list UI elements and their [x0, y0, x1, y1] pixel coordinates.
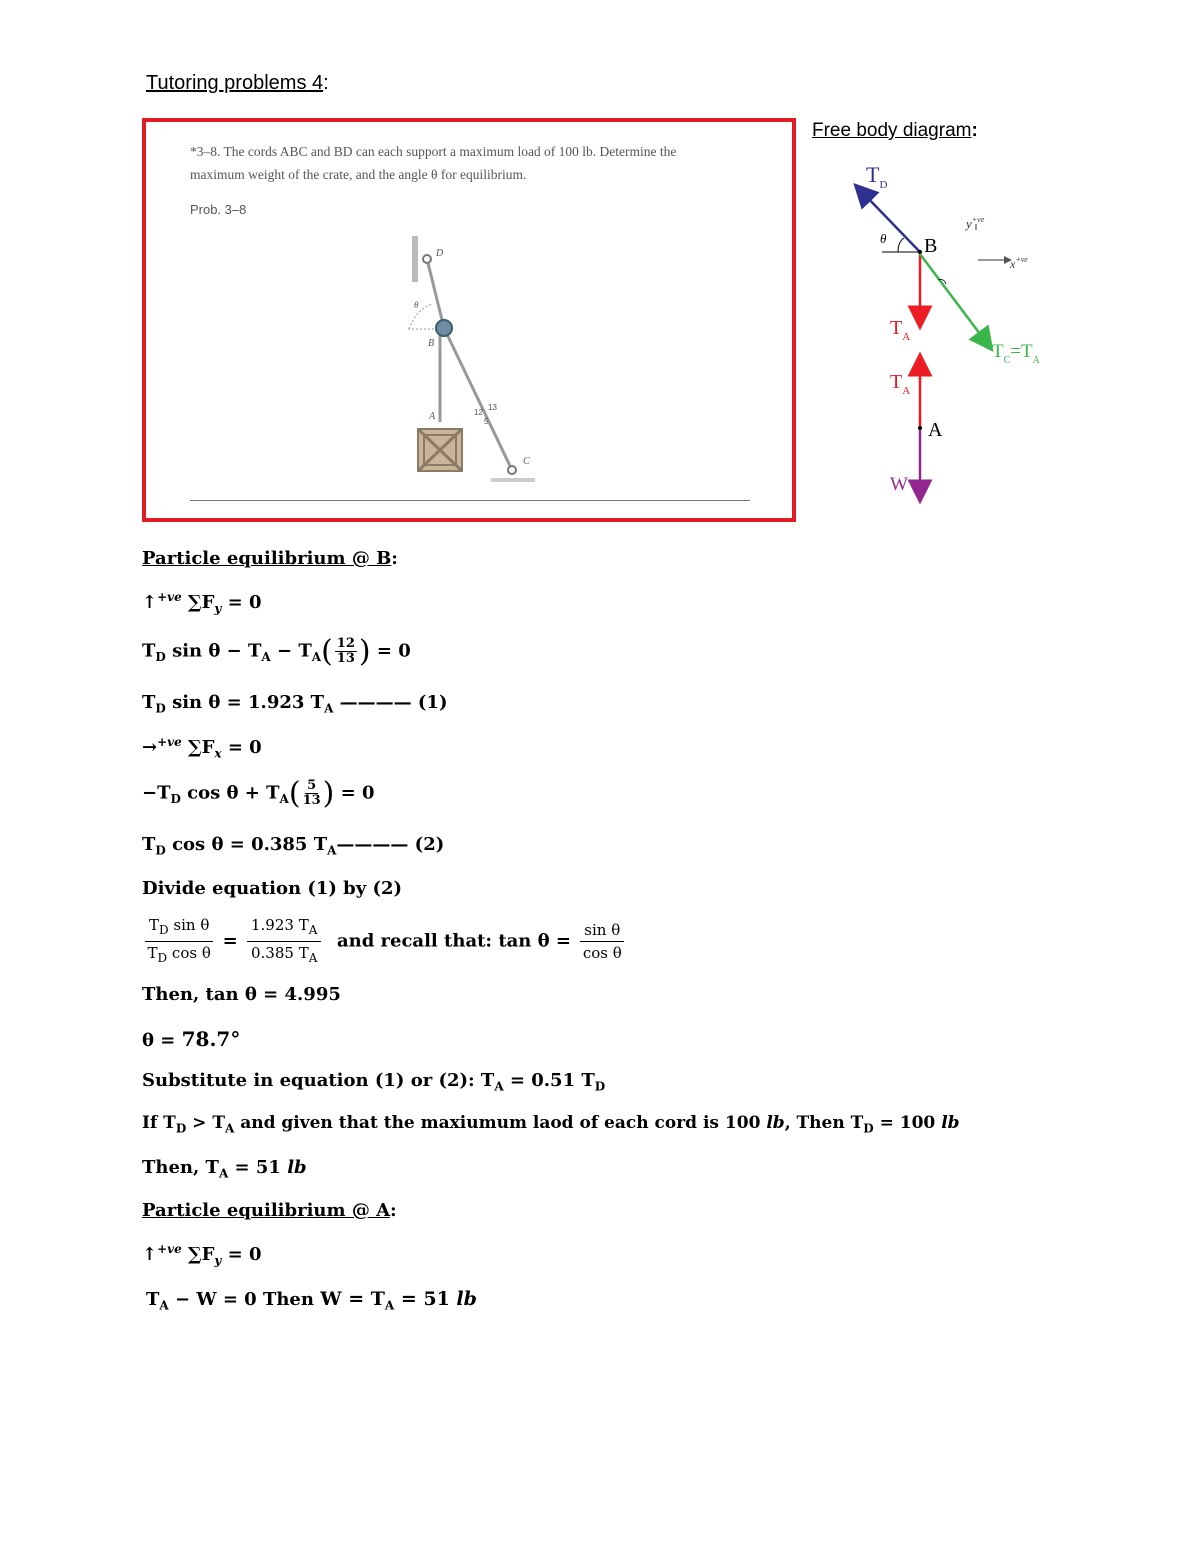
- sum-fx-b: →$^{+ve}$ $\sum F_x = 0$: [142, 735, 262, 761]
- label-a: A: [429, 411, 436, 422]
- page-title-colon: :: [323, 72, 329, 94]
- if-condition-line: If $T_D > T_A$ and given that the maxiumum laod of each cord is 100 lb, Then $T_D = 100$ lb: [142, 1113, 960, 1136]
- fbd-theta-label: θ: [880, 231, 887, 246]
- crate: [418, 429, 462, 471]
- label-theta: θ: [414, 300, 419, 310]
- theta-result: θ = 78.7°: [142, 1027, 241, 1051]
- problem-figure: [396, 232, 556, 492]
- equation-y-b: $T_D$ $\sin \theta - T_A - T_A$( $\frac{12}{13}$ ) = 0: [142, 634, 411, 669]
- sum-fy-a: ↑$^{+ve}$ $\sum F_y = 0$: [142, 1242, 262, 1268]
- fbd-title-text: Free body diagram: [812, 120, 972, 141]
- ta-up-label: $T_A$: [890, 371, 911, 397]
- ground: [491, 478, 535, 482]
- problem-divider: [190, 500, 750, 501]
- divide-instruction: Divide equation (1) by (2): [142, 878, 403, 899]
- section-b-heading: [142, 548, 398, 569]
- pin-c: [508, 466, 516, 474]
- ring-b: [436, 320, 452, 336]
- x-axis-label: $x^{+ve}$: [1010, 255, 1028, 271]
- ta-down-label: $T_A$: [890, 317, 911, 343]
- label-d: D: [436, 248, 444, 259]
- problem-reference: Prob. 3–8: [190, 202, 247, 217]
- problem-statement-line-1: *3–8. The cords ABC and BD can each support a maximum load of 100 lb. Determine the: [190, 144, 677, 159]
- label-c: C: [523, 456, 530, 467]
- label-13: 13: [488, 403, 497, 412]
- fbd-title: [812, 120, 978, 142]
- final-equation: $T_A - W = 0$ Then $W = T_A = 51$ lb: [146, 1288, 477, 1313]
- point-a: [918, 426, 922, 430]
- tan-result: Then, tan θ = 4.995: [142, 984, 341, 1005]
- page-title-text: Tutoring problems 4: [146, 72, 324, 94]
- label-5: 5: [484, 417, 489, 426]
- tc-arrow: [920, 254, 986, 342]
- page-title: [146, 72, 329, 95]
- problem-statement: [190, 140, 750, 186]
- theta-arc: [409, 304, 432, 329]
- equation-x-b: $-T_D$ $\cos \theta + T_A$( $\frac{5}{13}$ ) = 0: [142, 776, 375, 811]
- ratio-equation: $\frac{T_D \sin \theta}{T_D \cos \theta}$ = $\frac{1.923 T_A}{0.385 T_A}$ and recall that: tan θ = $\frac{\text{sin θ}}{\text{cos θ}}$: [142, 914, 627, 969]
- section-a-heading: [142, 1200, 397, 1221]
- y-axis-label: $y^{+ve}$: [966, 215, 985, 231]
- cord-bd: [427, 259, 444, 328]
- problem-statement-box: [142, 118, 796, 522]
- label-b: B: [428, 338, 435, 349]
- fbd-theta-arc: [898, 238, 904, 252]
- fbd-label-b: B: [924, 235, 938, 257]
- problem-statement-line-2: maximum weight of the crate, and the angle θ for equilibrium.: [190, 167, 527, 182]
- point-b: [918, 250, 922, 254]
- substitute-line: Substitute in equation (1) or (2): $T_A = 0.51$ $T_D$: [142, 1070, 606, 1094]
- equation-1: $T_D$ sin θ = 1.923 $T_A$ ———— (1): [142, 692, 448, 716]
- section-b-title: Particle equilibrium @ B: [142, 548, 392, 569]
- tc-label: $T_C=T_A$: [992, 341, 1040, 366]
- pin-d: [423, 255, 431, 263]
- free-body-diagram: [820, 150, 1080, 510]
- section-a-colon: :: [390, 1200, 397, 1221]
- equation-2: $T_D$ cos θ = 0.385 $T_A————$ (2): [142, 834, 445, 858]
- td-label: $T_D$: [866, 162, 888, 191]
- label-12: 12: [474, 408, 483, 417]
- fbd-label-a: A: [928, 419, 943, 441]
- td-arrow: [862, 192, 920, 252]
- w-label: W: [890, 474, 908, 495]
- section-b-colon: :: [391, 548, 398, 569]
- fbd-title-colon: :: [971, 120, 978, 141]
- wall: [412, 236, 418, 282]
- section-a-title: Particle equilibrium @ A: [142, 1200, 391, 1221]
- sum-fy-b: ↑$^{+ve}$ $\sum F_y = 0$: [142, 590, 262, 616]
- then-ta-line: Then, $T_A = 51$ lb: [142, 1157, 307, 1181]
